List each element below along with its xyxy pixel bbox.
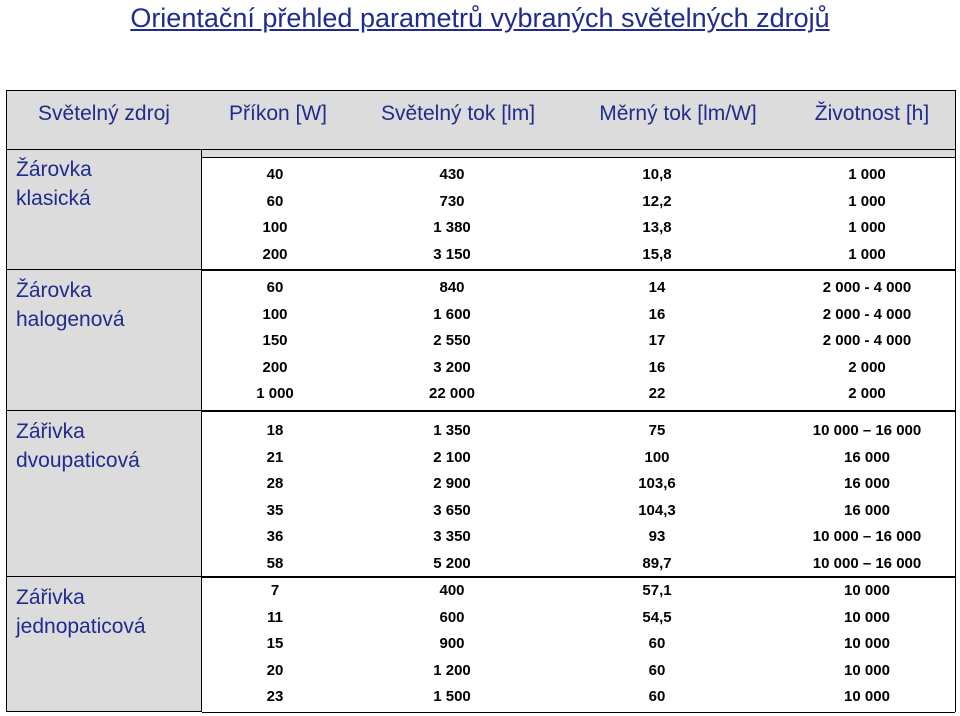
table-row bbox=[202, 551, 955, 577]
cell-luminous-flux: 1 200 bbox=[433, 661, 471, 679]
cell-luminous-flux: 600 bbox=[439, 608, 465, 626]
table-row bbox=[202, 578, 955, 604]
cell-lifetime: 2 000 - 4 000 bbox=[822, 332, 912, 350]
table-row bbox=[202, 275, 955, 301]
cell-luminous-flux: 2 900 bbox=[433, 475, 471, 493]
table-row bbox=[202, 684, 955, 710]
cell-efficacy: 15,8 bbox=[642, 245, 672, 263]
table-row bbox=[202, 242, 955, 268]
cell-power: 60 bbox=[266, 192, 284, 210]
cell-luminous-flux: 22 000 bbox=[429, 385, 475, 403]
cell-power: 58 bbox=[266, 555, 284, 572]
group-double-ended-tube bbox=[202, 411, 955, 577]
cell-power: 200 bbox=[262, 245, 288, 263]
cell-power: 15 bbox=[266, 635, 284, 653]
cell-efficacy: 100 bbox=[644, 448, 670, 466]
cell-luminous-flux: 3 350 bbox=[433, 528, 471, 546]
cell-luminous-flux: 3 150 bbox=[433, 245, 471, 263]
cell-power: 100 bbox=[262, 219, 288, 237]
cell-power: 150 bbox=[262, 332, 288, 350]
cell-luminous-flux: 2 550 bbox=[433, 332, 471, 350]
table-header-row bbox=[7, 91, 955, 150]
cell-luminous-flux: 1 500 bbox=[433, 688, 471, 706]
cell-lifetime: 16 000 bbox=[844, 501, 890, 519]
table-row bbox=[202, 162, 955, 188]
parameters-table bbox=[6, 90, 956, 712]
light-source-halogen-bulb bbox=[7, 270, 201, 411]
cell-lifetime: 10 000 bbox=[844, 608, 890, 626]
cell-lifetime: 10 000 – 16 000 bbox=[812, 528, 922, 546]
cell-luminous-flux: 3 200 bbox=[433, 358, 471, 376]
cell-efficacy: 104,3 bbox=[638, 501, 676, 519]
table-row bbox=[202, 524, 955, 550]
cell-power: 28 bbox=[266, 475, 284, 493]
cell-efficacy: 54,5 bbox=[642, 608, 672, 626]
cell-lifetime: 10 000 – 16 000 bbox=[812, 422, 922, 439]
cell-efficacy: 14 bbox=[648, 279, 666, 296]
light-source-double-ended-tube bbox=[7, 411, 201, 577]
cell-lifetime: 10 000 bbox=[844, 635, 890, 653]
cell-efficacy: 60 bbox=[648, 688, 666, 706]
light-source-name: Zářivka jednopaticová bbox=[16, 586, 146, 638]
page-title: Orientační přehled parametrů vybraných světelných zdrojů bbox=[130, 3, 830, 33]
table-row bbox=[202, 498, 955, 524]
cell-lifetime: 2 000 bbox=[848, 385, 886, 403]
cell-luminous-flux: 1 380 bbox=[433, 219, 471, 237]
table-body bbox=[202, 149, 955, 711]
light-source-classic-bulb bbox=[7, 149, 201, 270]
header-efficacy: Měrný tok [lm/W] bbox=[599, 102, 757, 125]
cell-luminous-flux: 730 bbox=[439, 192, 465, 210]
cell-luminous-flux: 430 bbox=[439, 166, 465, 183]
table-row bbox=[202, 631, 955, 657]
cell-power: 60 bbox=[266, 279, 284, 296]
cell-power: 40 bbox=[266, 166, 284, 183]
cell-luminous-flux: 1 350 bbox=[433, 422, 471, 439]
table-row bbox=[202, 658, 955, 684]
header-luminous-flux: Světelný tok [lm] bbox=[380, 102, 536, 125]
table-row bbox=[202, 215, 955, 241]
cell-power: 11 bbox=[267, 608, 283, 626]
light-source-name: Žárovka halogenová bbox=[16, 279, 125, 331]
table-row bbox=[202, 471, 955, 497]
light-source-column bbox=[7, 149, 202, 711]
cell-power: 20 bbox=[266, 661, 284, 679]
cell-lifetime: 1 000 bbox=[848, 166, 886, 183]
group-halogen-bulb bbox=[202, 270, 955, 411]
table-row bbox=[202, 445, 955, 471]
cell-lifetime: 2 000 - 4 000 bbox=[822, 279, 912, 296]
group-single-ended-tube bbox=[202, 577, 955, 713]
cell-luminous-flux: 3 650 bbox=[433, 501, 471, 519]
cell-lifetime: 1 000 bbox=[848, 245, 886, 263]
cell-power: 1 000 bbox=[256, 385, 294, 403]
cell-luminous-flux: 900 bbox=[439, 635, 465, 653]
cell-efficacy: 17 bbox=[648, 332, 666, 350]
light-source-single-ended-tube bbox=[7, 577, 201, 713]
cell-lifetime: 10 000 bbox=[844, 582, 890, 599]
cell-efficacy: 75 bbox=[648, 422, 666, 439]
cell-efficacy: 103,6 bbox=[638, 475, 676, 493]
cell-lifetime: 2 000 bbox=[848, 358, 886, 376]
cell-luminous-flux: 400 bbox=[439, 582, 465, 599]
cell-luminous-flux: 5 200 bbox=[433, 555, 471, 572]
cell-efficacy: 10,8 bbox=[642, 166, 672, 183]
cell-efficacy: 57,1 bbox=[642, 582, 672, 599]
cell-power: 7 bbox=[270, 582, 280, 599]
cell-efficacy: 13,8 bbox=[642, 219, 672, 237]
table-row bbox=[202, 355, 955, 381]
cell-efficacy: 89,7 bbox=[642, 555, 672, 572]
cell-lifetime: 2 000 - 4 000 bbox=[822, 305, 912, 323]
cell-lifetime: 16 000 bbox=[844, 475, 890, 493]
cell-efficacy: 93 bbox=[648, 528, 666, 546]
table-row bbox=[202, 302, 955, 328]
cell-power: 35 bbox=[266, 501, 284, 519]
cell-power: 21 bbox=[266, 448, 284, 466]
header-power: Příkon [W] bbox=[228, 102, 328, 125]
light-source-name: Žárovka klasická bbox=[16, 158, 92, 210]
cell-efficacy: 60 bbox=[648, 635, 666, 653]
table-row bbox=[202, 605, 955, 631]
header-light-source: Světelný zdroj bbox=[38, 102, 170, 125]
cell-luminous-flux: 2 100 bbox=[433, 448, 471, 466]
cell-power: 23 bbox=[266, 688, 284, 706]
cell-power: 100 bbox=[262, 305, 288, 323]
table-row bbox=[202, 328, 955, 354]
cell-lifetime: 16 000 bbox=[844, 448, 890, 466]
table-row bbox=[202, 418, 955, 444]
cell-lifetime: 10 000 bbox=[844, 688, 890, 706]
cell-efficacy: 16 bbox=[648, 358, 666, 376]
cell-lifetime: 1 000 bbox=[848, 192, 886, 210]
cell-efficacy: 12,2 bbox=[642, 192, 672, 210]
cell-power: 200 bbox=[262, 358, 288, 376]
cell-efficacy: 16 bbox=[648, 305, 666, 323]
cell-lifetime: 1 000 bbox=[848, 219, 886, 237]
cell-efficacy: 22 bbox=[648, 385, 666, 403]
cell-lifetime: 10 000 – 16 000 bbox=[812, 555, 922, 572]
cell-efficacy: 60 bbox=[648, 661, 666, 679]
light-source-name: Zářivka dvoupaticová bbox=[16, 420, 140, 472]
cell-luminous-flux: 840 bbox=[439, 279, 465, 296]
cell-power: 36 bbox=[266, 528, 284, 546]
cell-power: 18 bbox=[266, 422, 284, 439]
cell-luminous-flux: 1 600 bbox=[433, 305, 471, 323]
cell-lifetime: 10 000 bbox=[844, 661, 890, 679]
table-row bbox=[202, 381, 955, 407]
group-classic-bulb bbox=[202, 157, 955, 270]
table-row bbox=[202, 189, 955, 215]
header-lifetime: Životnost [h] bbox=[814, 102, 930, 125]
